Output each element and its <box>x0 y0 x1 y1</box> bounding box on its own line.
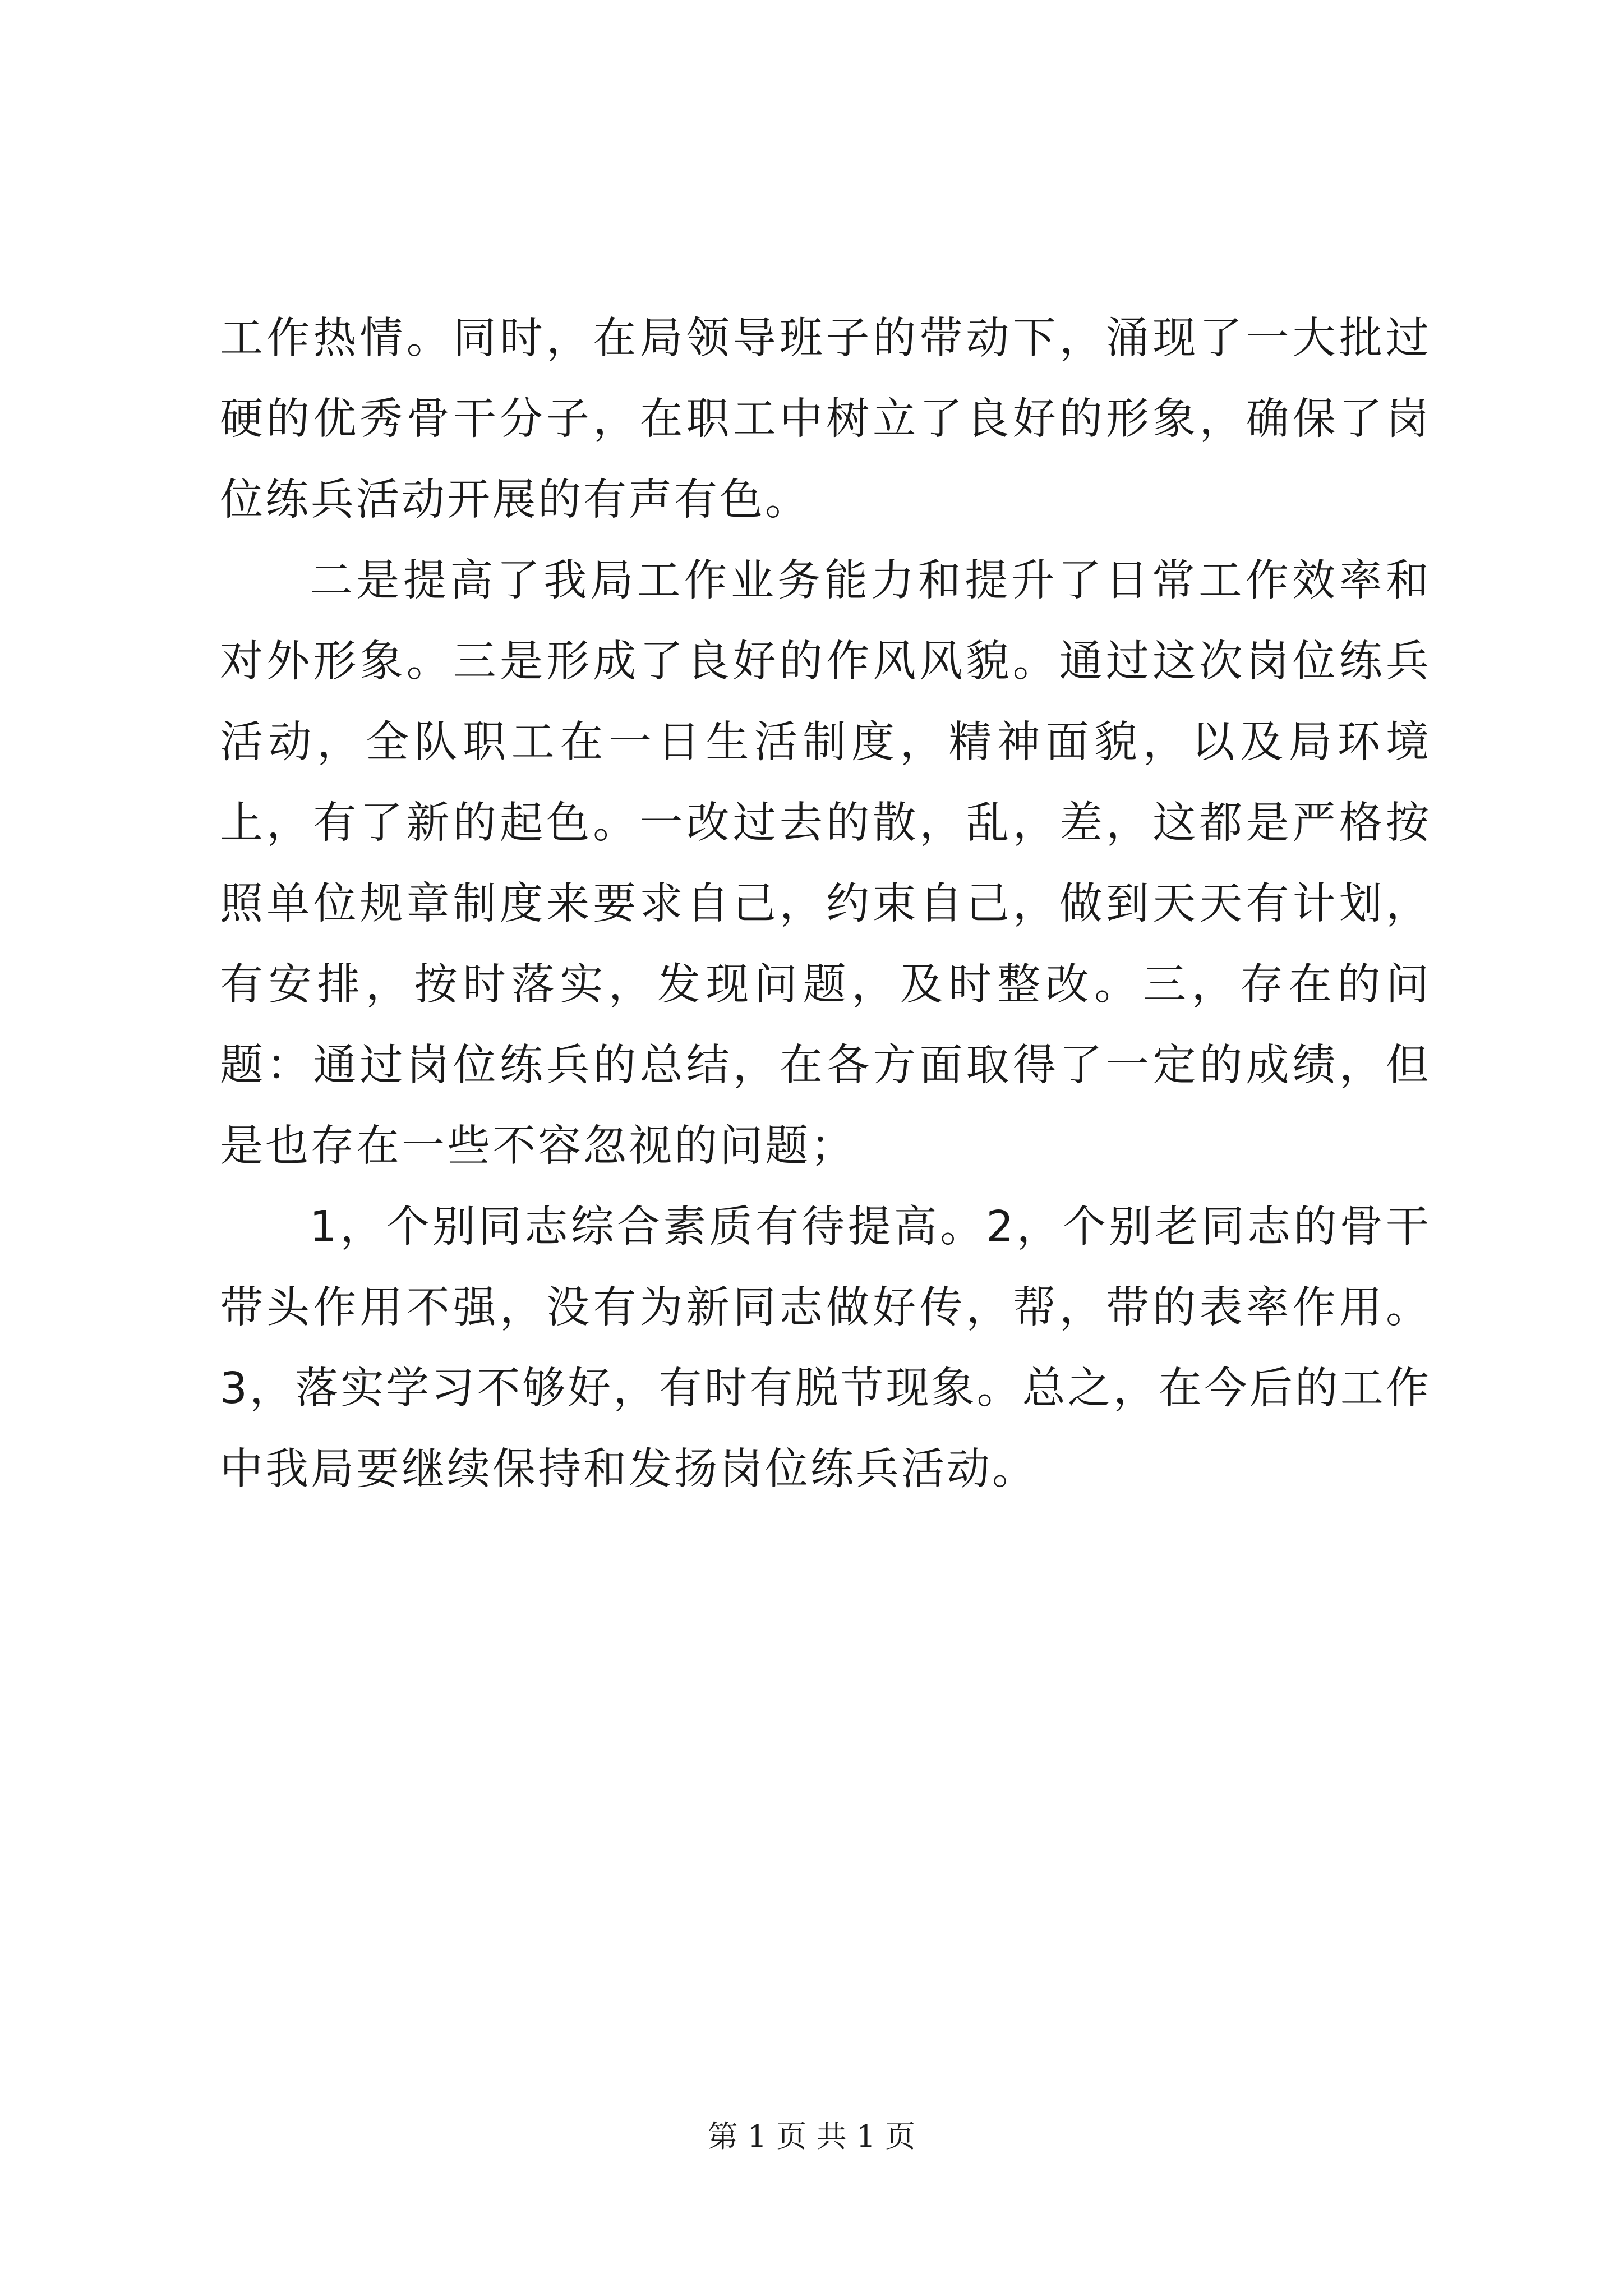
paragraph-2: 二是提高了我局工作业务能力和提升了日常工作效率和对外形象。三是形成了良好的作风风貌。通过这次岗位练兵活动，全队职工在一日生活制度，精神面貌，以及局环境上，有了新的起色。一改过去的散，乱，差，这都是严格按照单位规章制度来要求自己，约束自己，做到天天有计划，有安排，按时落实，发现问题，及时整改。三，存在的问题：通过岗位练兵的总结，在各方面取得了一定的成绩，但是也存在一些不容忽视的问题； <box>220 556 1431 1171</box>
page-footer: 第 1 页 共 1 页 <box>707 2119 916 2154</box>
paragraph-3: 1，个别同志综合素质有待提高。2，个别老同志的骨干带头作用不强，没有为新同志做好传，帮，带的表率作用。3，落实学习不够好，有时有脱节现象。总之，在今后的工作中我局要继续保持和发扬岗位练兵活动。 <box>220 1202 1431 1494</box>
document-body <box>220 298 1431 1510</box>
paragraph-1: 工作热情。同时，在局领导班子的带动下，涌现了一大批过硬的优秀骨干分子，在职工中树立了良好的形象，确保了岗位练兵活动开展的有声有色。 <box>220 314 1431 525</box>
